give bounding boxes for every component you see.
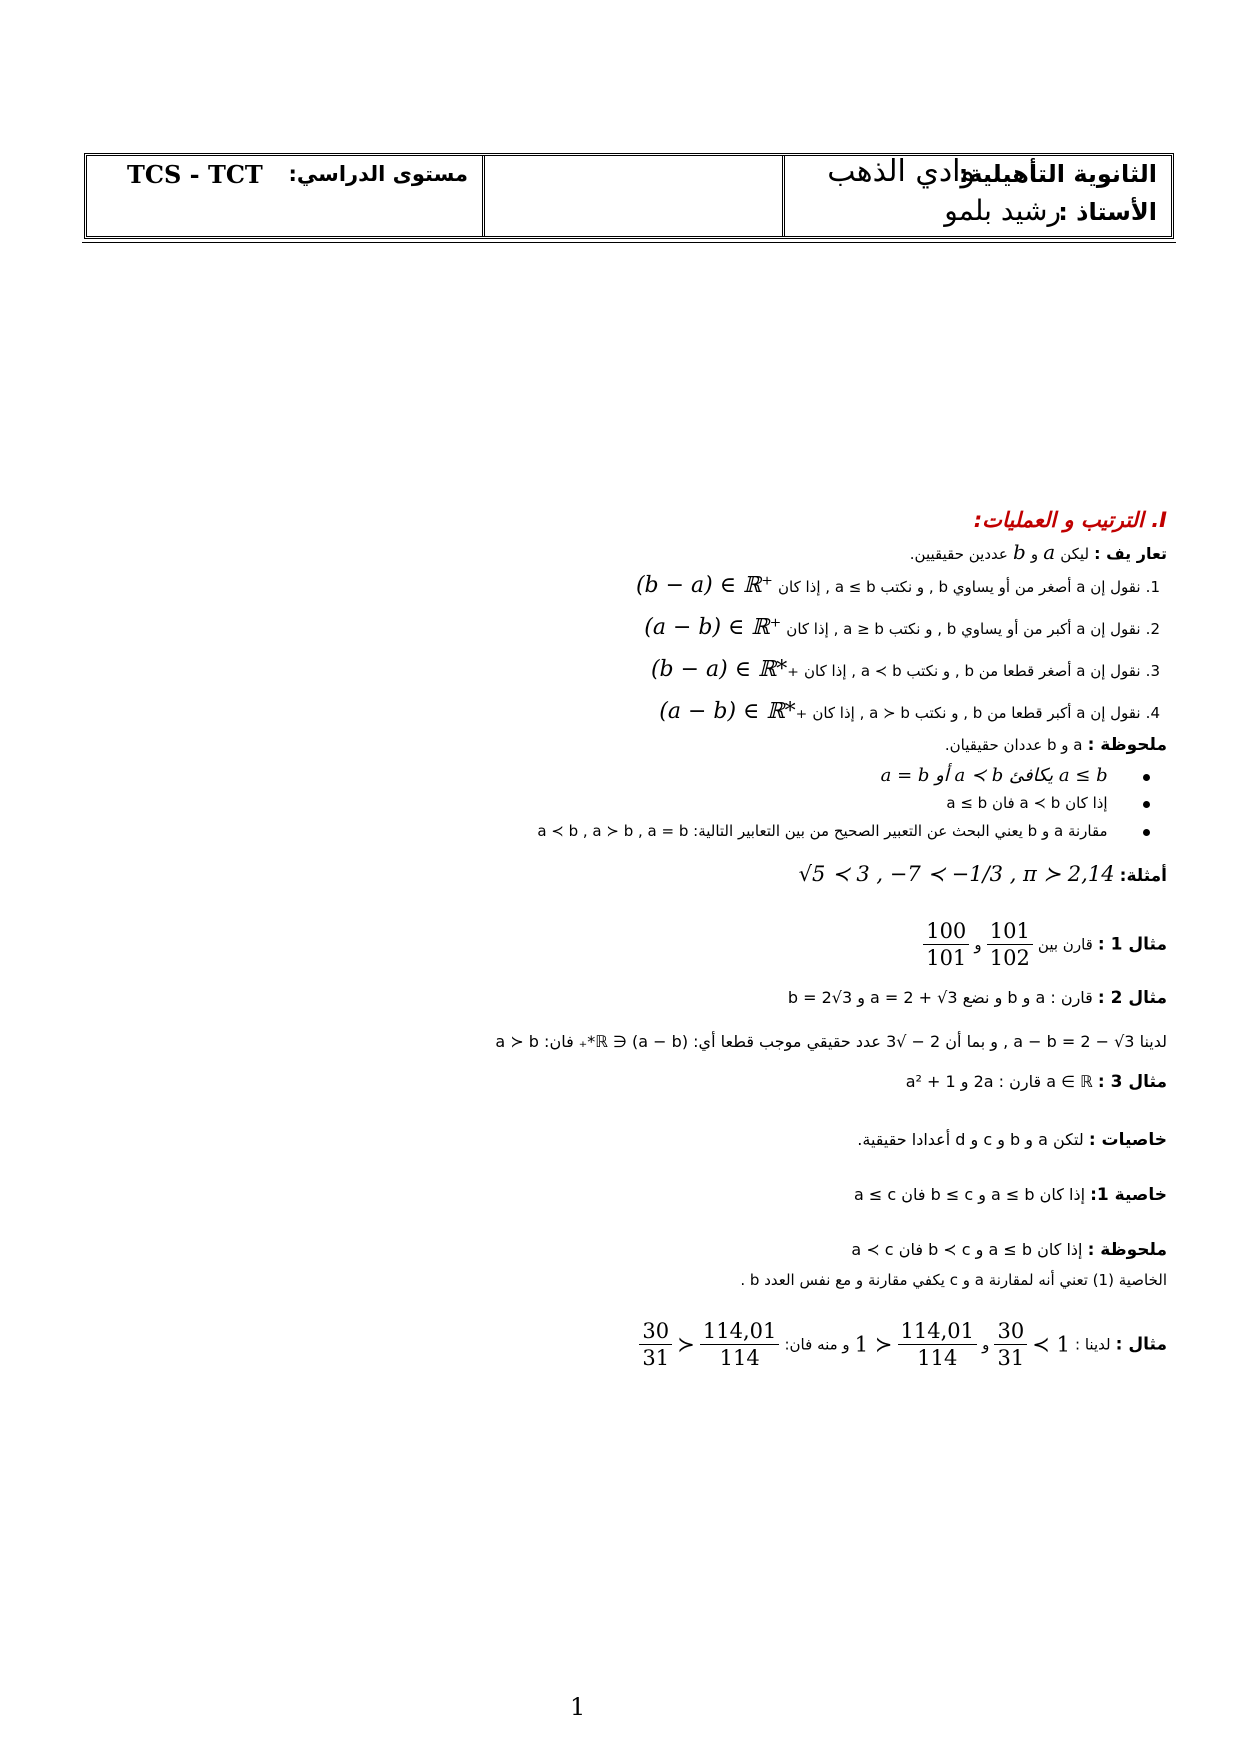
example4-lt1: ≺ 1 <box>854 1332 893 1357</box>
fraction-denominator: 114 <box>917 1346 958 1370</box>
example3-label: مثال 3 : <box>1097 1072 1167 1092</box>
fraction-denominator: 101 <box>926 946 967 970</box>
definitions-intro-end: عددين حقيقيين. <box>909 545 1008 563</box>
definition-num: 2. <box>1145 620 1160 638</box>
fraction-numerator: 114,01 <box>700 1318 779 1345</box>
example4-text2: و منه فان: <box>784 1335 850 1354</box>
school-label: الثانوية التأهيلية: <box>958 160 1157 188</box>
example2-answer <box>495 1032 1167 1051</box>
fraction-numerator: 114,01 <box>898 1318 977 1345</box>
example4-label: مثال : <box>1115 1334 1167 1355</box>
note2-text1: إذا كان a ≤ b و b ≺ c فان a ≺ c <box>851 1240 1083 1259</box>
example4-fraction-a <box>994 1318 1027 1371</box>
definitions-intro-a: ليكن <box>1060 545 1090 563</box>
properties-line <box>857 1130 1167 1150</box>
properties-label: خاصيات : <box>1088 1130 1167 1150</box>
fraction-numerator: 30 <box>639 1318 672 1345</box>
note2-text2: الخاصية (1) تعني أنه لمقارنة a و c يكفي مقارنة و مع نفس العدد b . <box>740 1271 1167 1289</box>
page-number: 1 <box>570 1693 586 1721</box>
example1-label: مثال 1 : <box>1097 934 1167 955</box>
school-cell <box>782 156 1171 236</box>
example1-fraction-1 <box>987 918 1033 971</box>
note1-label: ملحوظة : <box>1087 735 1167 755</box>
note2-line2 <box>740 1270 1167 1289</box>
example3-line <box>906 1072 1167 1092</box>
example4-text1: لدينا : <box>1075 1335 1111 1354</box>
bullet-icon <box>1143 774 1150 781</box>
bullet-icon <box>1143 801 1150 808</box>
bullet-icon <box>1143 829 1150 836</box>
property1-text: إذا كان a ≤ b و b ≤ c فان a ≤ c <box>853 1185 1086 1204</box>
example1-and: و <box>974 935 982 954</box>
example4-lt2: ≺ <box>677 1332 695 1357</box>
definition-item-2 <box>644 615 1160 640</box>
definition-item-1 <box>636 573 1160 598</box>
definition-num: 3. <box>1145 662 1160 680</box>
example1-line <box>923 918 1167 978</box>
example4-fraction-b <box>898 1318 977 1371</box>
fraction-numerator: 101 <box>987 918 1033 945</box>
definition-math: (a − b) ∈ ℝ⁺ <box>644 615 782 640</box>
fraction-denominator: 114 <box>719 1346 760 1370</box>
example1-fraction-2 <box>923 918 969 971</box>
definitions-intro-and: و <box>1030 545 1039 563</box>
note1-bullet-text: إذا كان a ≺ b فان a ≤ b <box>946 794 1108 812</box>
section-number: I. <box>1151 508 1167 532</box>
example2-line <box>788 988 1167 1008</box>
level-label: مستوى الدراسي: <box>288 162 468 186</box>
school-name: وادي الذهب <box>827 154 975 189</box>
definition-num: 1. <box>1145 578 1160 596</box>
definition-text: نقول إن a أكبر قطعا من b , و نكتب a ≻ b , إذا كان <box>812 704 1141 722</box>
definition-text: نقول إن a أصغر قطعا من b , و نكتب a ≺ b , إذا كان <box>804 662 1141 680</box>
definitions-intro: تعار يف : ليكن a و b عددين حقيقيين. <box>909 540 1167 564</box>
empty-cell <box>482 156 782 236</box>
fraction-denominator: 102 <box>989 946 1030 970</box>
example3-text: a ∈ ℝ قارن : 2a و a² + 1 <box>905 1072 1093 1091</box>
example4-line <box>639 1318 1167 1382</box>
definition-text: نقول إن a أكبر من أو يساوي b , و نكتب a ≥ b , إذا كان <box>786 620 1141 638</box>
header-table <box>84 153 1174 239</box>
definition-item-4 <box>659 699 1160 724</box>
definition-math: (a − b) ∈ ℝ*₊ <box>659 699 808 724</box>
example2-label: مثال 2 : <box>1097 988 1167 1008</box>
note1-bullet-text: a ≤ b يكافئ a ≺ b أو a = b <box>880 765 1108 786</box>
example1-text: قارن بين <box>1037 935 1093 954</box>
note1-bullets <box>150 765 1150 855</box>
properties-text: لتكن a و b و c و d أعدادا حقيقية. <box>857 1130 1084 1149</box>
definition-item-3 <box>651 657 1160 682</box>
definition-math: (b − a) ∈ ℝ*₊ <box>650 657 799 682</box>
definition-text: نقول إن a أصغر من أو يساوي b , و نكتب a ≤ b , إذا كان <box>778 578 1141 596</box>
example2-text: قارن : a و b و نضع a = 2 + √3 و b = 2√3 <box>787 988 1093 1007</box>
section-title <box>974 508 1167 532</box>
definitions-label: تعار يف : <box>1094 544 1167 563</box>
fraction-numerator: 100 <box>923 918 969 945</box>
note1-bullet-text: مقارنة a و b يعني البحث عن التعبير الصحيح من بين التعابير التالية: a ≺ b , a ≻ b , a = b <box>537 822 1108 840</box>
note2-label: ملحوظة : <box>1087 1240 1167 1260</box>
example4-fraction-c <box>700 1318 779 1371</box>
teacher-name: رشيد بلمو <box>944 194 1061 227</box>
examples-line <box>799 862 1167 886</box>
property1-line <box>854 1185 1167 1205</box>
fraction-denominator: 31 <box>997 1346 1025 1370</box>
fraction-denominator: 31 <box>642 1346 670 1370</box>
note1-text: a و b عددان حقيقيان. <box>944 736 1083 754</box>
fraction-numerator: 30 <box>994 1318 1027 1345</box>
teacher-label: الأستاذ : <box>1058 198 1157 226</box>
level-value: TCS - TCT <box>127 160 263 189</box>
example4-fraction-d <box>639 1318 672 1371</box>
example4-and: و <box>982 1335 990 1354</box>
note2-line1 <box>851 1240 1167 1260</box>
note1-bullet-3 <box>537 821 1150 841</box>
header-divider <box>82 242 1176 243</box>
example4-one: 1 ≻ <box>1032 1332 1070 1357</box>
definition-num: 4. <box>1145 704 1160 722</box>
examples-label: أمثلة: <box>1119 866 1167 886</box>
note1-bullet-2 <box>946 793 1150 813</box>
definition-math: (b − a) ∈ ℝ⁺ <box>635 573 773 598</box>
examples-content: √5 ≺ 3 , −7 ≺ −1/3 , π ≻ 2,14 <box>798 862 1115 886</box>
level-cell <box>87 156 482 236</box>
section-title-text: الترتيب و العمليات: <box>973 508 1144 532</box>
example2-answer-text: لدينا a − b = 2 − √3 , و بما أن 2 − √3 عدد حقيقي موجب قطعا أي: (a − b) ∈ ℝ*₊ فان: a ≻ b <box>495 1032 1167 1051</box>
note1-intro <box>945 735 1167 755</box>
note1-bullet-1 <box>881 765 1150 786</box>
property1-label: خاصية 1: <box>1090 1185 1167 1205</box>
